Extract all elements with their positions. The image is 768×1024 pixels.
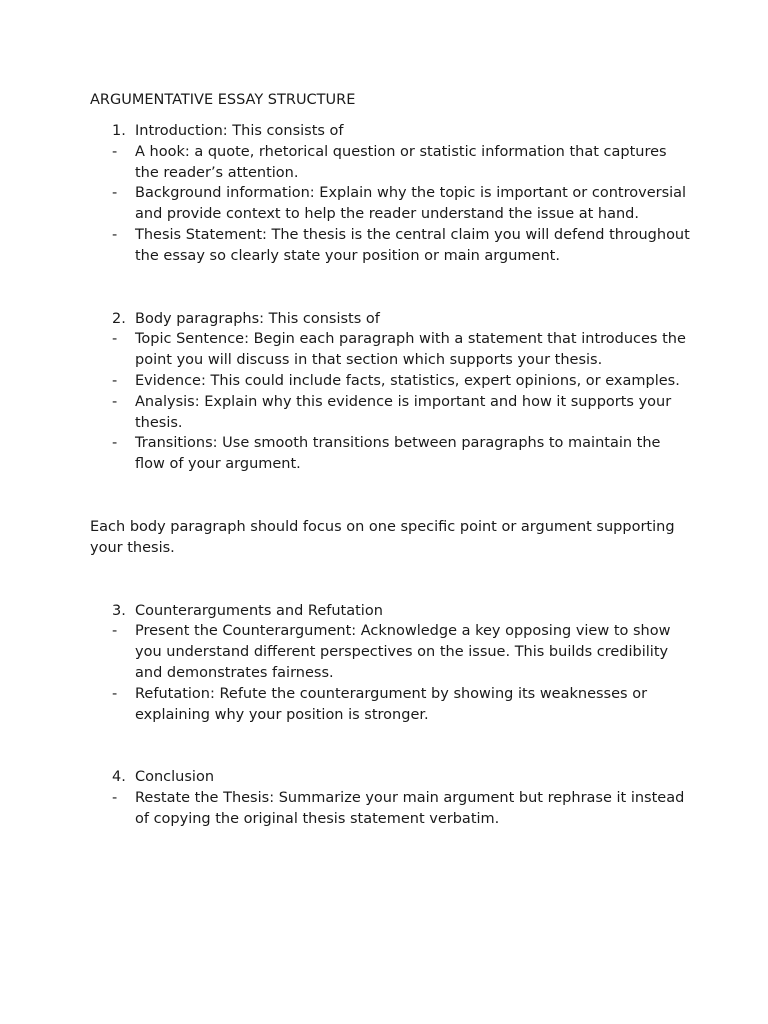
section-number: 3. [112,602,126,619]
body-note-paragraph: Each body paragraph should focus on one specific point or argument supporting your thesis. [90,518,675,556]
section-number: 1. [112,123,126,139]
list-item-text: Background information: Explain why the topic is important or controversial and provide context to help the reader understand the issue at hand. [135,185,687,223]
list-item [90,684,690,726]
section-conclusion [90,767,690,829]
list-item-text: Present the Counterargument: Acknowledge a key opposing view to show you understand different perspectives on the issue. This builds credibility and demonstrates fairness. [135,623,671,681]
section-heading-text: Body paragraphs: This consists of [135,310,380,327]
list-item [90,142,690,184]
section-counterarguments [90,601,690,726]
dash-marker: - [112,226,118,243]
list-item [90,433,690,475]
list-item-text: Restate the Thesis: Summarize your main argument but rephrase it instead of copying the original thesis statement verbatim. [135,790,685,827]
list-item [90,788,690,830]
section-number: 2. [112,310,126,327]
list-item [90,621,690,683]
list-item [90,183,690,225]
list-item [90,329,690,371]
list-item-text: Refutation: Refute the counterargument by showing its weaknesses or explaining why your position is stronger. [135,685,648,723]
list-item-text: Analysis: Explain why this evidence is important and how it supports your thesis. [135,393,672,431]
dash-marker: - [112,623,118,640]
section-spacer [90,267,690,309]
dash-marker: - [112,143,118,160]
list-item-text: Evidence: This could include facts, statistics, expert opinions, or examples. [135,372,680,389]
dash-marker: - [112,372,118,389]
dash-marker: - [112,393,118,410]
document-title: ARGUMENTATIVE ESSAY STRUCTURE [90,92,356,108]
list-item-text: A hook: a quote, rhetorical question or statistic information that captures the reader’s attention. [135,143,667,181]
list-item-text: Thesis Statement: The thesis is the central claim you will defend throughout the essay so clearly state your position or main argument. [135,226,690,264]
dash-marker: - [112,685,118,702]
section-spacer [90,475,690,517]
section-spacer [90,559,690,601]
section-body-paragraphs [90,309,690,475]
list-item [90,392,690,434]
list-item-text: Topic Sentence: Begin each paragraph with a statement that introduces the point you will discuss in that section which supports your thesis. [135,331,686,369]
section-heading-text: Conclusion [135,769,215,786]
section-heading [90,121,690,142]
list-item-text: Transitions: Use smooth transitions between paragraphs to maintain the flow of your argument. [135,435,661,473]
section-heading-text: Introduction: This consists of [135,123,344,139]
section-heading [90,767,690,788]
section-spacer [90,725,690,767]
section-heading [90,601,690,622]
document-page [90,90,690,830]
dash-marker: - [112,435,118,452]
section-heading [90,309,690,330]
dash-marker: - [112,331,118,348]
dash-marker: - [112,185,118,202]
list-item [90,371,690,392]
section-heading-text: Counterarguments and Refutation [135,602,383,619]
list-item [90,225,690,267]
dash-marker: - [112,790,118,807]
section-introduction [90,121,690,267]
section-number: 4. [112,769,126,786]
